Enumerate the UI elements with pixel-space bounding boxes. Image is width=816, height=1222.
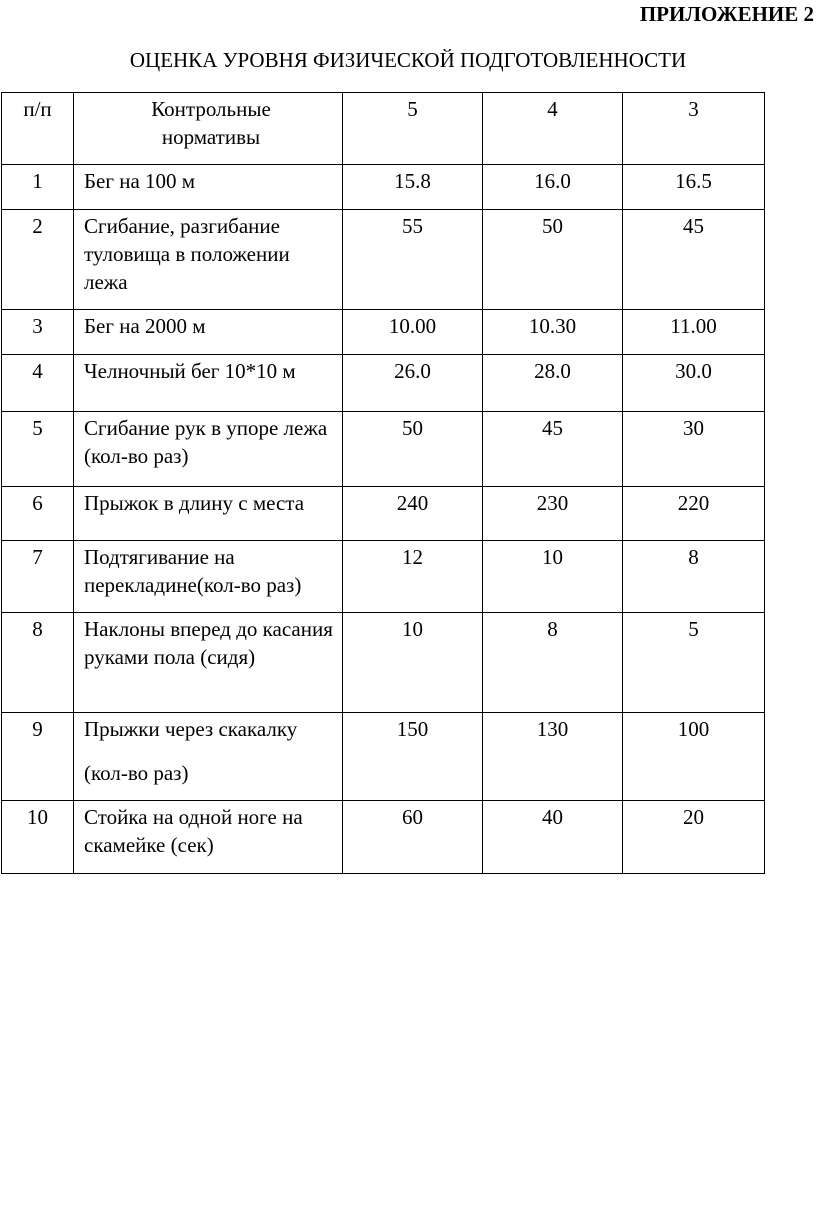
row-grade-3: 20 — [623, 801, 765, 874]
document-title: ОЦЕНКА УРОВНЯ ФИЗИЧЕСКОЙ ПОДГОТОВЛЕННОСТИ — [129, 48, 687, 72]
row-num: 3 — [2, 310, 74, 355]
row-grade-4: 50 — [483, 210, 623, 310]
row-grade-5: 26.0 — [343, 355, 483, 412]
row-grade-4: 230 — [483, 487, 623, 541]
row-grade-3: 220 — [623, 487, 765, 541]
row-grade-3: 5 — [623, 613, 765, 713]
row-grade-5: 10.00 — [343, 310, 483, 355]
row-num: 5 — [2, 412, 74, 487]
header-grade-4: 4 — [483, 93, 623, 165]
row-grade-5: 12 — [343, 541, 483, 613]
row-grade-3: 30 — [623, 412, 765, 487]
row-grade-3: 8 — [623, 541, 765, 613]
table-row — [2, 487, 765, 541]
row-grade-3: 16.5 — [623, 165, 765, 210]
row-grade-4: 130 — [483, 713, 623, 801]
row-num: 8 — [2, 613, 74, 713]
row-num: 7 — [2, 541, 74, 613]
table-row — [2, 210, 765, 310]
header-num: п/п — [2, 93, 74, 165]
row-name: Сгибание, разгибание туловища в положении лежа — [74, 210, 343, 310]
row-grade-4: 10.30 — [483, 310, 623, 355]
row-name: Челночный бег 10*10 м — [74, 355, 343, 412]
row-grade-3: 30.0 — [623, 355, 765, 412]
row-grade-4: 16.0 — [483, 165, 623, 210]
table-row — [2, 713, 765, 801]
row-grade-3: 45 — [623, 210, 765, 310]
row-name: Бег на 2000 м — [74, 310, 343, 355]
row-name-gap — [84, 743, 338, 759]
header-grade-5: 5 — [343, 93, 483, 165]
header-norms-line2: нормативы — [161, 125, 261, 149]
row-name: Подтягивание на перекладине(кол-во раз) — [74, 541, 343, 613]
row-num: 6 — [2, 487, 74, 541]
table-row — [2, 541, 765, 613]
header-norms — [74, 93, 343, 165]
row-grade-3: 11.00 — [623, 310, 765, 355]
row-name-line1: Прыжки через скакалку — [84, 717, 298, 741]
header-norms-line1: Контрольные — [151, 97, 271, 121]
row-name: Сгибание рук в упоре лежа (кол-во раз) — [74, 412, 343, 487]
row-grade-5: 240 — [343, 487, 483, 541]
table-row — [2, 412, 765, 487]
header-grade-3: 3 — [623, 93, 765, 165]
row-name: Прыжок в длину с места — [74, 487, 343, 541]
appendix-label: ПРИЛОЖЕНИЕ 2 — [639, 2, 814, 26]
row-num: 9 — [2, 713, 74, 801]
table-row — [2, 801, 765, 874]
row-num: 2 — [2, 210, 74, 310]
row-grade-5: 10 — [343, 613, 483, 713]
table-row — [2, 355, 765, 412]
row-name: Бег на 100 м — [74, 165, 343, 210]
table-header-row — [2, 93, 765, 165]
row-grade-4: 40 — [483, 801, 623, 874]
table-row — [2, 310, 765, 355]
row-grade-5: 15.8 — [343, 165, 483, 210]
row-grade-4: 28.0 — [483, 355, 623, 412]
row-name-line2: (кол-во раз) — [84, 761, 189, 785]
row-num: 4 — [2, 355, 74, 412]
fitness-norms-table — [1, 92, 765, 874]
row-grade-5: 50 — [343, 412, 483, 487]
table-row — [2, 165, 765, 210]
row-grade-4: 45 — [483, 412, 623, 487]
row-grade-4: 10 — [483, 541, 623, 613]
row-name: Стойка на одной ноге на скамейке (сек) — [74, 801, 343, 874]
row-grade-4: 8 — [483, 613, 623, 713]
row-num: 10 — [2, 801, 74, 874]
row-num: 1 — [2, 165, 74, 210]
row-grade-3: 100 — [623, 713, 765, 801]
row-name: Наклоны вперед до касания руками пола (сидя) — [74, 613, 343, 713]
row-grade-5: 60 — [343, 801, 483, 874]
row-name — [74, 713, 343, 801]
table-row — [2, 613, 765, 713]
row-grade-5: 150 — [343, 713, 483, 801]
row-grade-5: 55 — [343, 210, 483, 310]
